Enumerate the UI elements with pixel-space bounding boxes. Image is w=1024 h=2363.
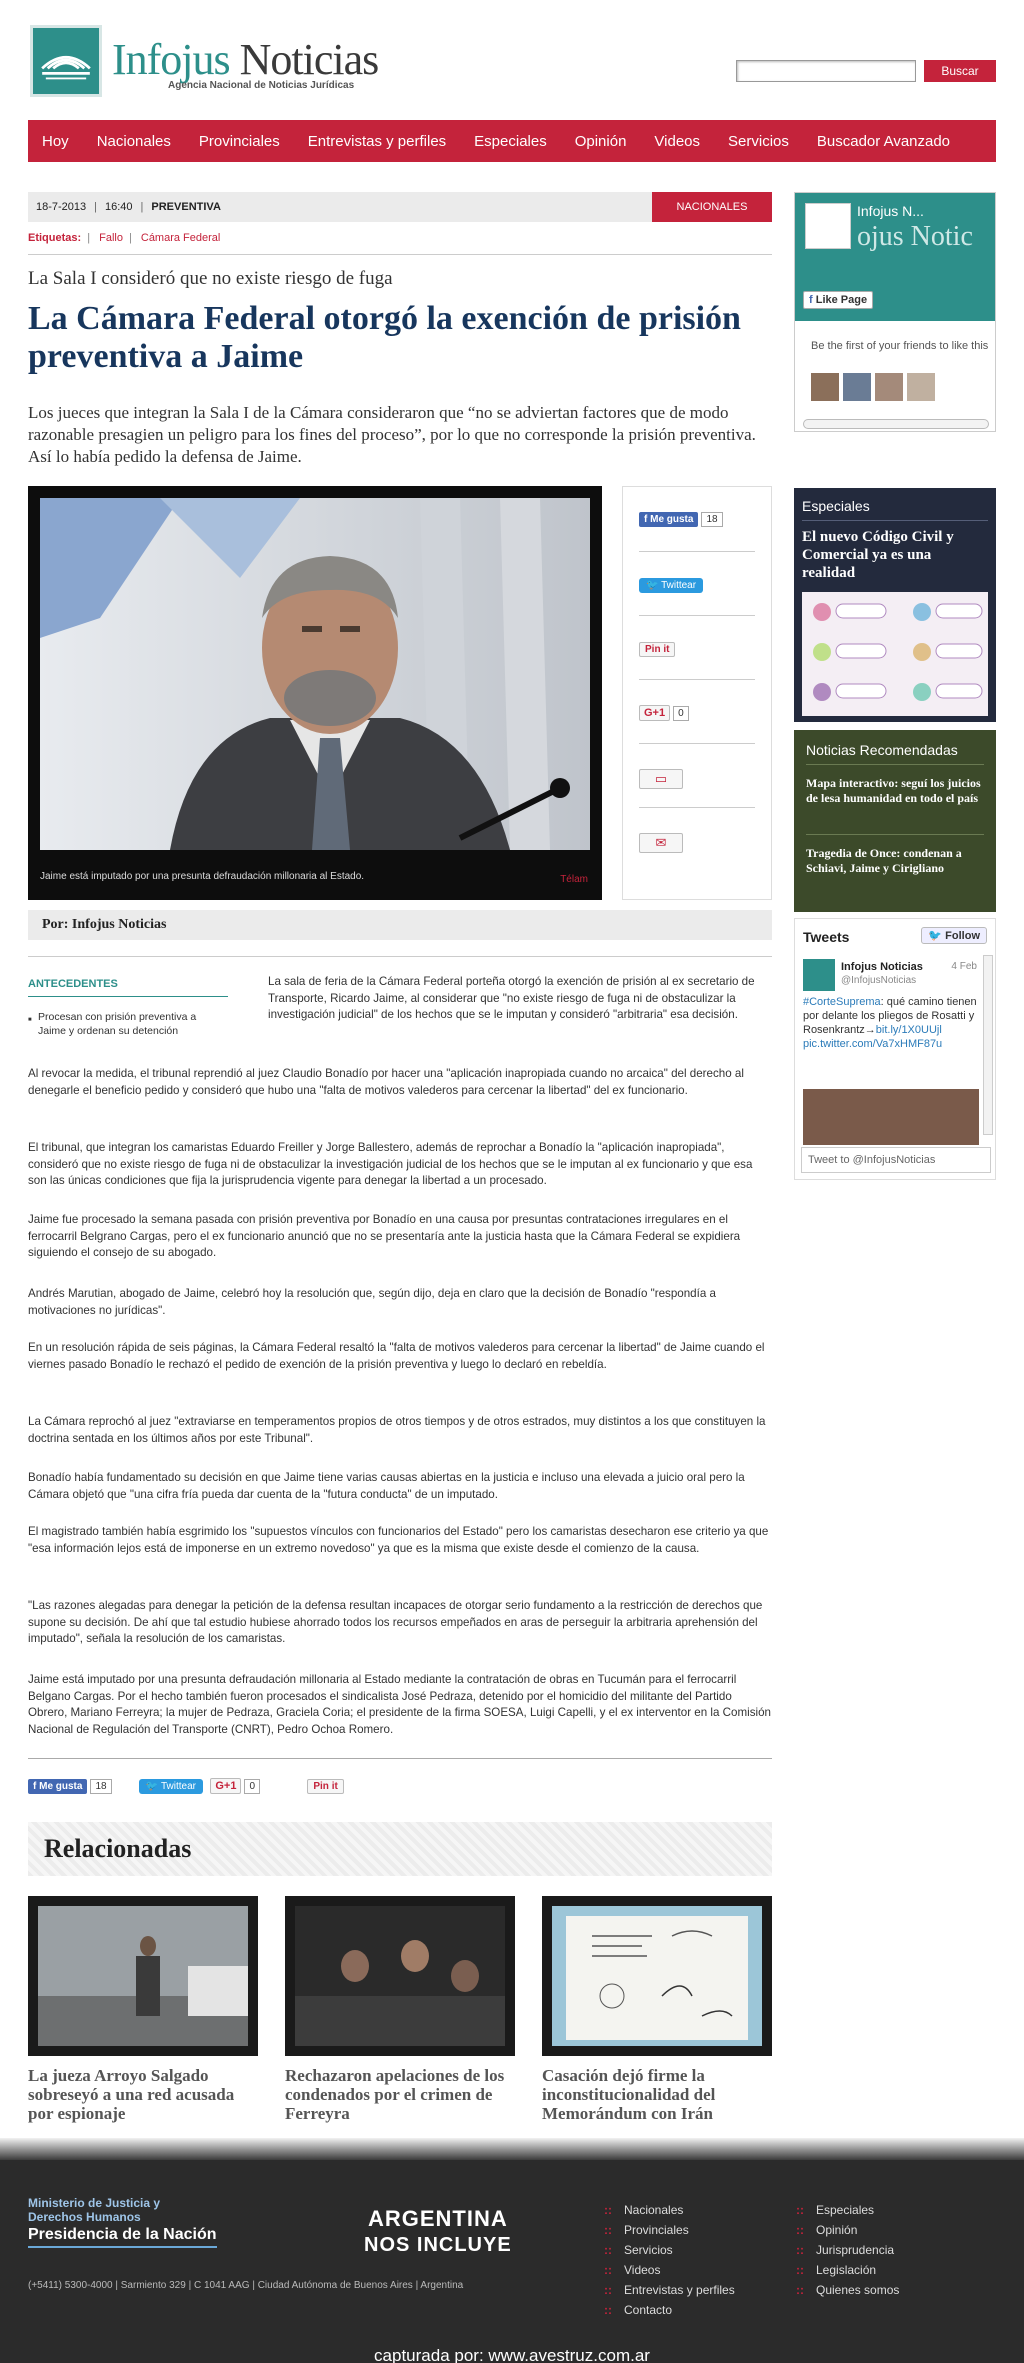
especiales-title: Especiales xyxy=(802,498,870,514)
fb-like-count: 18 xyxy=(90,1779,111,1794)
gp-count: 0 xyxy=(244,1779,260,1794)
related-card[interactable] xyxy=(285,1896,515,2123)
share-row-print xyxy=(639,769,755,789)
tweet-photo[interactable] xyxy=(803,1089,979,1145)
tweet-text: #CorteSuprema: qué camino tienen por delante los pliegos de Rosatti y Rosenkrantz→bit.ly/1X0UUjl pic.twitter.com/Va7xHMF87u xyxy=(803,996,977,1050)
related-title[interactable]: Casación dejó firme la inconstitucionalidad del Memorándum con Irán xyxy=(542,2066,716,2123)
divider xyxy=(639,679,755,680)
related-image[interactable] xyxy=(285,1896,515,2056)
avatar[interactable] xyxy=(843,373,871,401)
nav-item-especiales[interactable]: Especiales xyxy=(474,132,547,150)
tags-line: Etiquetas: | Fallo | Cámara Federal xyxy=(28,232,221,244)
photo-credit: Télam xyxy=(560,874,588,885)
divider xyxy=(639,615,755,616)
twitter-icon: 🐦 xyxy=(145,1781,161,1792)
site-title: Infojus Noticias xyxy=(112,35,379,84)
recomendadas-widget xyxy=(794,730,996,912)
especiales-image[interactable] xyxy=(802,592,988,716)
avatar[interactable] xyxy=(811,373,839,401)
divider xyxy=(28,1758,772,1759)
divider xyxy=(639,807,755,808)
nav-item-videos[interactable]: Videos xyxy=(654,132,701,150)
especiales-widget xyxy=(794,488,996,722)
nav-item-opinion[interactable]: Opinión xyxy=(574,132,627,150)
article-paragraph: La sala de feria de la Cámara Federal porteña otorgó la exención de prisión al ex secretario de Transporte, Ricardo Jaime, al considerar que "no existe riesgo de fuga ni de obstaculizar la investigación judicial" de los hechos que se le imputan y consideró "arbitraria" esa decisión. xyxy=(268,975,755,1021)
footer-link[interactable]: :: Contacto xyxy=(604,2300,735,2320)
tweet-hashtag[interactable]: #CorteSuprema xyxy=(803,996,881,1008)
google-plus-button[interactable]: G+1 xyxy=(210,1778,241,1794)
twitter-icon: 🐦 xyxy=(928,930,946,942)
divider xyxy=(806,834,984,835)
antecedentes-link[interactable]: ■ Procesan con prisión preventiva a Jaime y ordenan su detención xyxy=(38,1010,226,1038)
especiales-link[interactable]: El nuevo Código Civil y Comercial ya es una realidad xyxy=(802,529,954,581)
divider xyxy=(806,764,984,765)
divider xyxy=(28,956,772,957)
envelope-icon: ✉ xyxy=(655,835,667,850)
facebook-icon: f xyxy=(809,294,816,306)
article-paragraph: La Cámara reprochó al juez "extraviarse en temperamentos propios de otros tiempos y de otros estrados, muy distintos a los que constituyen la doctrina sentada en los últimos años por este Tribunal". xyxy=(28,1415,766,1445)
tweet-user[interactable]: Infojus Noticias xyxy=(841,961,923,973)
fb-faces xyxy=(811,373,935,401)
footer-link[interactable]: :: Nacionales xyxy=(604,2200,735,2220)
footer-shadow xyxy=(0,2138,1024,2162)
article-paragraph: El tribunal, que integran los camaristas Eduardo Freiller y Jorge Ballestero, además de reprochar a Bonadío la "aplicación inapropiada", consideró que no existe riesgo de fuga ni de obstaculizar la investigación judicial de los hechos que se le imputan al ex funcionario y que esa son las únicas condiciones que fija la jurisprudencia vigente para denegar la libertad a un procesado. xyxy=(28,1141,753,1187)
footer-links-col2 xyxy=(796,2200,899,2300)
fb-like-count: 18 xyxy=(701,512,722,527)
article-date: 18-7-2013 xyxy=(36,201,87,213)
infojus-logo[interactable] xyxy=(30,25,102,97)
fb-page-logo[interactable] xyxy=(805,203,851,249)
argentina-logo[interactable]: ARGENTINA NOS INCLUYE xyxy=(364,2206,512,2256)
facebook-icon: f xyxy=(644,514,651,525)
email-button[interactable] xyxy=(639,833,683,853)
bottom-share-bar xyxy=(28,1778,428,1800)
capture-credit: capturada por: www.avestruz.com.ar xyxy=(374,2346,650,2363)
tags-label: Etiquetas: xyxy=(28,232,82,244)
tweet-pic-link[interactable]: pic.twitter.com/Va7xHMF87u xyxy=(803,1038,943,1050)
tweet-link[interactable]: bit.ly/1X0UUjl xyxy=(875,1024,942,1036)
article-lead: Los jueces que integran la Sala I de la Cámara consideraron que “no se adviertan factores que de modo razonable presagien un peligro para los fines del proceso”, por lo que no corresponde la prisión preventiva. Así lo había pedido la defensa de Jaime. xyxy=(28,403,756,466)
tag-fallo[interactable]: Fallo xyxy=(99,232,123,244)
tweet-to-input[interactable]: Tweet to @InfojusNoticias xyxy=(801,1147,991,1173)
divider xyxy=(639,743,755,744)
article-paragraph: Al revocar la medida, el tribunal reprendió al juez Claudio Bonadío por hacer una "aplicación inapropiada cuando no arcaica" del derecho al denegarle el beneficio pedido y consideró que hubo una "falta de motivos valederos para cercenar la libertad" del ex funcionario. xyxy=(28,1067,744,1097)
nav-item-entrevistas[interactable]: Entrevistas y perfiles xyxy=(307,132,447,150)
share-row-tw xyxy=(639,577,755,593)
divider xyxy=(28,996,228,997)
footer-link[interactable]: :: Especiales xyxy=(796,2200,899,2220)
twitter-icon: 🐦 xyxy=(646,580,662,591)
fb-cover[interactable] xyxy=(795,193,995,321)
photo-caption: Jaime está imputado por una presunta defraudación millonaria al Estado. xyxy=(40,871,365,882)
recomendada-link[interactable]: Mapa interactivo: seguí los juicios de lesa humanidad en todo el país xyxy=(806,776,981,805)
tweets-title: Tweets xyxy=(803,929,850,945)
fb-like-button[interactable]: f Me gusta xyxy=(639,512,698,527)
print-button[interactable] xyxy=(639,769,683,789)
related-card[interactable] xyxy=(542,1896,772,2123)
ministerio-logo[interactable]: Ministerio de Justicia y Derechos Humanos xyxy=(28,2196,161,2224)
article-paragraph: Bonadío había fundamentado su decisión en que Jaime tiene varias causas abiertas en la justicia e incluso una elevada a juicio oral pero la Cámara objetó que "una cifra fría pueda dar cuenta de la "futura conducta" de un imputado. xyxy=(28,1471,745,1501)
share-column xyxy=(622,486,772,900)
presidencia-logo[interactable]: Presidencia de la Nación xyxy=(28,2226,217,2248)
share-row-pin xyxy=(639,641,755,657)
related-card[interactable] xyxy=(28,1896,258,2123)
google-plus-button[interactable]: G+1 xyxy=(639,705,670,721)
pin-it-button[interactable]: Pin it xyxy=(307,1779,343,1794)
facebook-widget xyxy=(794,192,996,432)
main-nav xyxy=(28,120,996,162)
search-button[interactable]: Buscar xyxy=(924,60,996,82)
fb-page-name[interactable]: Infojus N... xyxy=(857,203,924,219)
gp-count: 0 xyxy=(673,706,689,721)
fb-cover-text: ojus Notic xyxy=(857,221,973,252)
article-paragraph: El magistrado también había esgrimido los "supuestos vínculos con funcionarios del Estado" pero los camaristas desecharon ese criterio ya que "esa información lejos está de imponerse en un extremo novedoso" ya que es la misma que existe desde el comienzo de la causa. xyxy=(28,1525,769,1555)
article-photo xyxy=(40,498,590,850)
related-title[interactable]: La jueza Arroyo Salgado sobreseyó a una red acusada por espionaje xyxy=(28,2066,235,2123)
related-title[interactable]: Rechazaron apelaciones de los condenados por el crimen de Ferreyra xyxy=(285,2066,505,2123)
article-paragraph: Jaime está imputado por una presunta defraudación millonaria al Estado mediante la contratación de obras en Tucumán para el ferrocarril Belgano Cargas. Por el hecho también fueron procesados el sindicalista José Pedraza, detenido por el homicidio del militante del Partido Obrero, Mariano Ferreyra; la mujer de Pedraza, Graciela Coria; el presidente de la firma SOESA, Luigi Capelli, y el ex interventor en la Comisión Nacional de Regulación del Transporte (CNRT), Pedro Ochoa Romero. xyxy=(28,1673,771,1736)
nav-item-servicios[interactable]: Servicios xyxy=(728,132,789,150)
printer-icon: ▭ xyxy=(654,771,668,786)
nav-item-buscador[interactable]: Buscador Avanzado xyxy=(816,132,951,150)
article-byline: Por: Infojus Noticias xyxy=(28,910,772,940)
tweet-button[interactable]: 🐦 Twittear xyxy=(639,578,703,593)
fb-like-page-button[interactable]: f Like Page xyxy=(803,291,873,309)
share-row-email xyxy=(639,833,755,853)
footer-link[interactable]: :: Legislación xyxy=(796,2260,899,2280)
footer-link[interactable]: :: Opinión xyxy=(796,2220,899,2240)
divider xyxy=(28,254,772,255)
avatar[interactable] xyxy=(907,373,935,401)
article-paragraph: En un resolución rápida de seis páginas, la Cámara Federal resaltó la "falta de motivos valederos para cercenar la libertad" de Jaime cuando el viernes pasado Bonadío le rechazó el pedido de exención de la prisión preventiva y luego lo declaró en rebeldía. xyxy=(28,1341,765,1371)
footer-link[interactable]: :: Videos xyxy=(604,2260,735,2280)
twitter-widget xyxy=(794,918,996,1180)
related-image[interactable] xyxy=(28,1896,258,2056)
recomendada-link[interactable]: Tragedia de Once: condenan a Schiavi, Jaime y Cirigliano xyxy=(806,846,962,875)
article-type: PREVENTIVA xyxy=(151,201,221,213)
twitter-follow-button[interactable]: 🐦 Follow xyxy=(921,927,987,944)
article-photo-box xyxy=(28,486,602,900)
article-paragraph: Jaime fue procesado la semana pasada con prisión preventiva por Bonadío en una causa por presuntas contrataciones irregulares en el ferrocarril Belgrano Cargas, pero el ex funcionario anunció que no se presentaría ante la justicia hasta que la Cámara Federal se expidiera siguiendo el consejo de su abogado. xyxy=(28,1213,741,1259)
related-image[interactable] xyxy=(542,1896,772,2056)
footer-link[interactable]: :: Quienes somos xyxy=(796,2280,899,2300)
avatar[interactable] xyxy=(875,373,903,401)
nav-item-nacionales[interactable]: Nacionales xyxy=(96,132,171,150)
article-paragraph: "Las razones alegadas para denegar la petición de la defensa resultan incapaces de otorgar serio fundamento a la restricción de derechos que supone su decisión. De ahí que tal estudio hubiese ahorrado todos los recursos empeñados en aras de perseguir la arbitraria aprehensión del imputado", señala la resolución de los camaristas. xyxy=(28,1599,763,1645)
nav-item-hoy[interactable]: Hoy xyxy=(42,132,69,150)
article-time: 16:40 xyxy=(105,201,133,213)
tweet-handle[interactable]: @InfojusNoticias xyxy=(841,975,917,986)
footer-link[interactable]: :: Servicios xyxy=(604,2240,735,2260)
recomendadas-title: Noticias Recomendadas xyxy=(806,742,958,758)
article-meta: 18-7-2013 | 16:40 | PREVENTIVA xyxy=(28,192,772,222)
antecedentes-title: ANTECEDENTES xyxy=(28,978,118,990)
search-input[interactable] xyxy=(736,60,916,82)
tag-camara-federal[interactable]: Cámara Federal xyxy=(140,232,221,244)
footer-address: (+5411) 5300-4000 | Sarmiento 329 | C 1041 AAG | Ciudad Autónoma de Buenos Aires | Argentina xyxy=(28,2280,464,2291)
article-paragraph: Andrés Marutian, abogado de Jaime, celebró hoy la resolución que, según dijo, deja en claro que la decisión de Bonadío "respondía a motivaciones no jurídicas". xyxy=(28,1287,716,1317)
pin-it-button[interactable]: Pin it xyxy=(639,642,675,657)
horizontal-scrollbar[interactable] xyxy=(803,419,989,429)
footer-link[interactable]: :: Provinciales xyxy=(604,2220,735,2240)
vertical-scrollbar[interactable] xyxy=(983,955,993,1135)
article-kicker: La Sala I consideró que no existe riesgo de fuga xyxy=(28,268,393,289)
footer-links-col1 xyxy=(604,2200,735,2320)
related-header: Relacionadas xyxy=(28,1822,772,1876)
tweet-button[interactable]: 🐦 Twittear xyxy=(139,1779,203,1794)
share-row-gp xyxy=(639,705,755,721)
share-row-fb xyxy=(639,511,755,527)
divider xyxy=(802,520,988,521)
fb-friends-text: Be the first of your friends to like this xyxy=(811,340,989,352)
tweet-date[interactable]: 4 Feb xyxy=(951,961,977,972)
avatar[interactable] xyxy=(803,959,835,991)
footer-link[interactable]: :: Jurisprudencia xyxy=(796,2240,899,2260)
fb-like-button[interactable]: f Me gusta xyxy=(28,1779,87,1794)
footer xyxy=(0,2160,1024,2363)
section-badge[interactable]: NACIONALES xyxy=(652,192,772,222)
site-subtitle: Agencia Nacional de Noticias Jurídicas xyxy=(168,80,355,91)
facebook-icon: f xyxy=(33,1781,40,1792)
footer-link[interactable]: :: Entrevistas y perfiles xyxy=(604,2280,735,2300)
divider xyxy=(639,551,755,552)
nav-item-provinciales[interactable]: Provinciales xyxy=(198,132,280,150)
article-headline: La Cámara Federal otorgó la exención de prisión preventiva a Jaime xyxy=(28,300,741,375)
